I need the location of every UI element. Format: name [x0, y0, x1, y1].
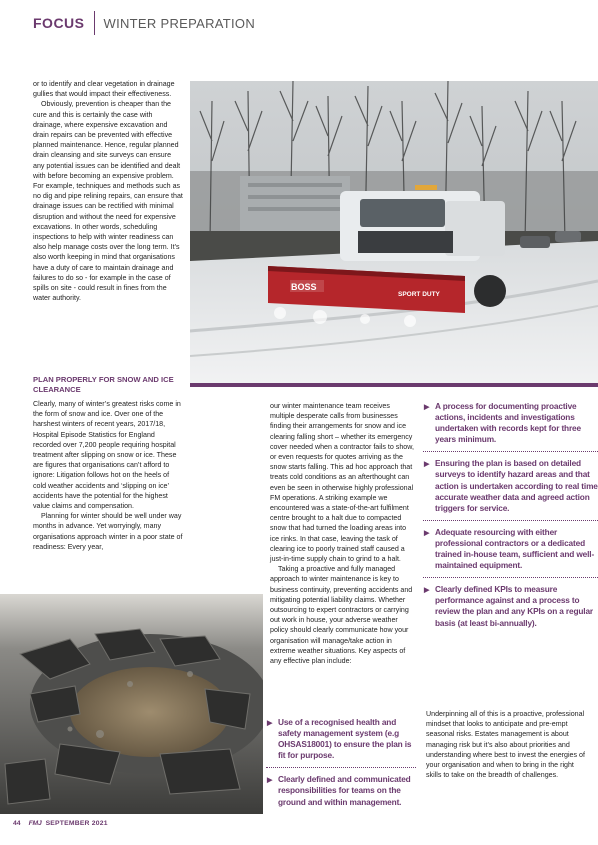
list-item	[423, 401, 598, 452]
subheading: PLAN PROPERLY FOR SNOW AND ICE CLEARANCE	[33, 375, 174, 394]
list-item	[266, 717, 416, 768]
photo-divider	[190, 383, 598, 387]
bullet-list-column2	[266, 717, 416, 820]
list-item	[423, 527, 598, 578]
bullet-text: Adequate resourcing with either professional contractors or a dedicated trained in-house team, sufficient and well-maintained equipment.	[435, 526, 595, 571]
bullet-text: Use of a recognised health and safety management system (e.g OHSAS18001) to ensure the plan is fit for purpose.	[278, 717, 412, 761]
triangle-right-icon: ▶	[424, 404, 430, 411]
header-divider	[94, 11, 95, 35]
bullet-text: A process for documenting proactive actions, incidents and investigations undertaken with records kept for three years minimum.	[435, 401, 581, 445]
triangle-right-icon: ▶	[424, 529, 430, 537]
page-footer	[13, 820, 108, 827]
section-title: WINTER PREPARATION	[103, 15, 256, 31]
plough-brand-text: BOSS	[291, 282, 317, 292]
bullet-text: Clearly defined and communicated responsibilities for teams on the ground and within management.	[278, 774, 411, 807]
list-item	[423, 584, 598, 634]
paragraph: Planning for winter should be well under way months in advance. Yet worryingly, many organisations approach winter in a poor state of readiness: Every year,	[33, 512, 183, 551]
bullet-list-column3	[423, 401, 598, 641]
pothole-photo	[0, 594, 263, 814]
column1-mid-text	[33, 399, 183, 552]
paragraph: Obviously, prevention is cheaper than the cure and this is certainly the case with drainage, where expensive excavation and drain repairs can be prevented with effective planned maintenance. Hence, regular planned drain cleansing and site surveys can ensure any potential issues can be identified and dealt with before becoming an expensive problem. For example, techniques and methods such as no dig and pipe relining repairs, can ensure that drainage issues can be rectified with minimal disruption and without the need for expensive excavations. In other words, scheduling inspections to help with winter readiness can also help manage costs over the long term. It’s also worth keeping in mind that organisations have a duty of care to maintain drainage and failures to do so - for example in the case of spills on site - could result in fines from the water authority.	[33, 100, 183, 303]
column2-text	[270, 401, 415, 666]
triangle-right-icon: ▶	[267, 720, 273, 727]
page-number: 44	[13, 820, 21, 827]
column3-closing-text: Underpinning all of this is a proactive, professional mindset that looks to anticipate and pre-empt seasonal risks. Estates management is about managing risk but it’s also about priorities and understanding where best to invest the energies of your organisation and when to bring in the right skills to take on the breadth of challenges.	[426, 710, 585, 780]
column1-top-text	[33, 79, 183, 303]
footer-brand-logo: FMJ	[28, 820, 42, 827]
issue-date: SEPTEMBER 2021	[45, 820, 108, 827]
paragraph: our winter maintenance team receives multiple desperate calls from businesses finding their arrangements for snow and ice clearing falling short – whether its emergency cover needed when a contractor fails to show, or even requests for quotes arriving as the snow starts falling. This ad hoc approach that treats cold conditions as an afterthought can even be seen in otherwise highly professional FM operations. A striking example we encountered was a state-of-the-art fulfilment centre brought to a halt due to compacted snow that had turned the loading areas into ice rinks. In that case, leaving the task of clearing ice to poorly trained staff caused a just-in-time supply chain to grind to a halt.	[270, 402, 414, 564]
paragraph: Taking a proactive and fully managed approach to winter maintenance is key to business continuity, preventing accidents and mitigating potential liability claims. Whether outsourcing to expert contractors or carrying out work in house, your adverse weather policy should clearly communicate how your organisation will manage/take action in extreme weather situations. Key aspects of any effective plan include:	[270, 565, 413, 666]
paragraph: or to identify and clear vegetation in drainage gullies that would impact their effectiveness.	[33, 80, 175, 99]
plough-model-text: SPORT DUTY	[398, 291, 440, 298]
list-item	[423, 458, 598, 520]
snow-plough-photo	[190, 81, 598, 383]
triangle-right-icon: ▶	[424, 587, 430, 595]
triangle-right-icon: ▶	[424, 461, 430, 469]
list-item	[266, 774, 416, 813]
page-header	[33, 8, 255, 38]
bullet-text: Clearly defined KPIs to measure performance against and a process to review the plan and any KPIs on a regular basis (at least bi-annually).	[435, 584, 593, 628]
section-tag: FOCUS	[33, 15, 85, 31]
bullet-text: Ensuring the plan is based on detailed surveys to identify hazard areas and that action is undertaken according to real time accurate weather data and agreed action triggers for service.	[435, 458, 598, 513]
paragraph: Clearly, many of winter’s greatest risks come in the form of snow and ice. Over one of the harshest winters of recent years, 2017/18, Hospital Episode Statistics for England recorded over 7,200 people requiring hospital treatment after slipping on snow or ice. These are figures that organisations can’t afford to ignore: Litigation follows hot on the heels of cold weather accidents and ‘slipping on ice’ accidents have the potential for the highest value claims and compensation.	[33, 400, 181, 511]
triangle-right-icon: ▶	[267, 777, 273, 785]
